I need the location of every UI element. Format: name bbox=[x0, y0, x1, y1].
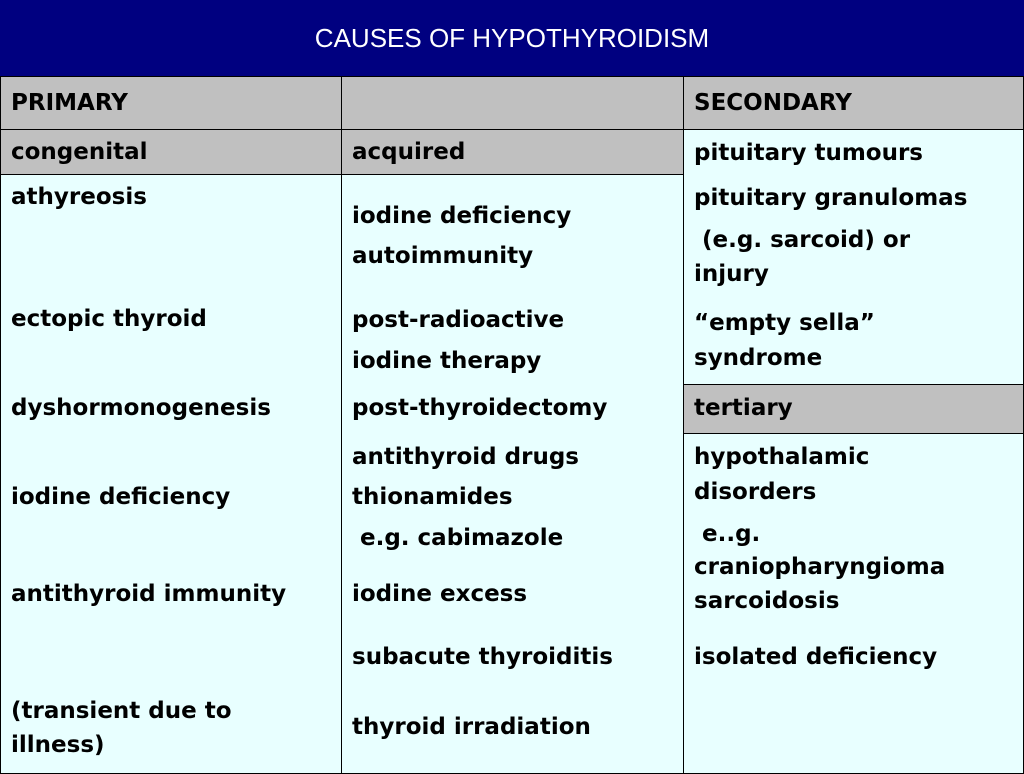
acquired-item: iodine deficiency bbox=[352, 203, 572, 229]
acquired-item: post-radioactive bbox=[352, 307, 565, 333]
header-primary: PRIMARY bbox=[11, 90, 128, 116]
acquired-item: subacute thyroiditis bbox=[352, 644, 613, 670]
congenital-item: ectopic thyroid bbox=[11, 306, 207, 332]
congenital-item: athyreosis bbox=[11, 184, 147, 210]
acquired-item: thionamides bbox=[352, 484, 513, 510]
congenital-item: (transient due to bbox=[11, 698, 232, 724]
acquired-item: iodine excess bbox=[352, 581, 528, 607]
congenital-column bbox=[0, 174, 342, 774]
subheader-acquired: acquired bbox=[352, 139, 466, 165]
header-empty-cell bbox=[341, 76, 684, 130]
acquired-item: post-thyroidectomy bbox=[352, 395, 608, 421]
header-secondary: SECONDARY bbox=[694, 90, 852, 116]
acquired-item: thyroid irradiation bbox=[352, 714, 591, 740]
secondary-item: injury bbox=[694, 261, 769, 287]
subheader-congenital: congenital bbox=[11, 139, 148, 165]
congenital-item: antithyroid immunity bbox=[11, 581, 287, 607]
secondary-item: syndrome bbox=[694, 345, 823, 371]
secondary-item: “empty sella” bbox=[694, 310, 875, 336]
tertiary-item: craniopharyngioma bbox=[694, 554, 946, 580]
acquired-item: e.g. cabimazole bbox=[352, 525, 564, 551]
tertiary-item: e..g. bbox=[694, 521, 761, 547]
secondary-item: pituitary granulomas bbox=[694, 185, 968, 211]
tertiary-item: sarcoidosis bbox=[694, 588, 840, 614]
acquired-item: antithyroid drugs bbox=[352, 444, 579, 470]
congenital-item: illness) bbox=[11, 732, 105, 758]
subheader-tertiary: tertiary bbox=[694, 395, 793, 421]
secondary-item: (e.g. sarcoid) or bbox=[694, 227, 911, 253]
slide-title bbox=[0, 0, 1024, 76]
tertiary-item: hypothalamic bbox=[694, 444, 870, 470]
acquired-item: iodine therapy bbox=[352, 348, 542, 374]
slide-title-text: CAUSES OF HYPOTHYROIDISM bbox=[314, 22, 710, 53]
acquired-item: autoimmunity bbox=[352, 243, 534, 269]
secondary-item: pituitary tumours bbox=[694, 140, 924, 166]
tertiary-item: isolated deficiency bbox=[694, 644, 938, 670]
congenital-item: iodine deficiency bbox=[11, 484, 231, 510]
congenital-item: dyshormonogenesis bbox=[11, 395, 271, 421]
tertiary-item: disorders bbox=[694, 479, 817, 505]
